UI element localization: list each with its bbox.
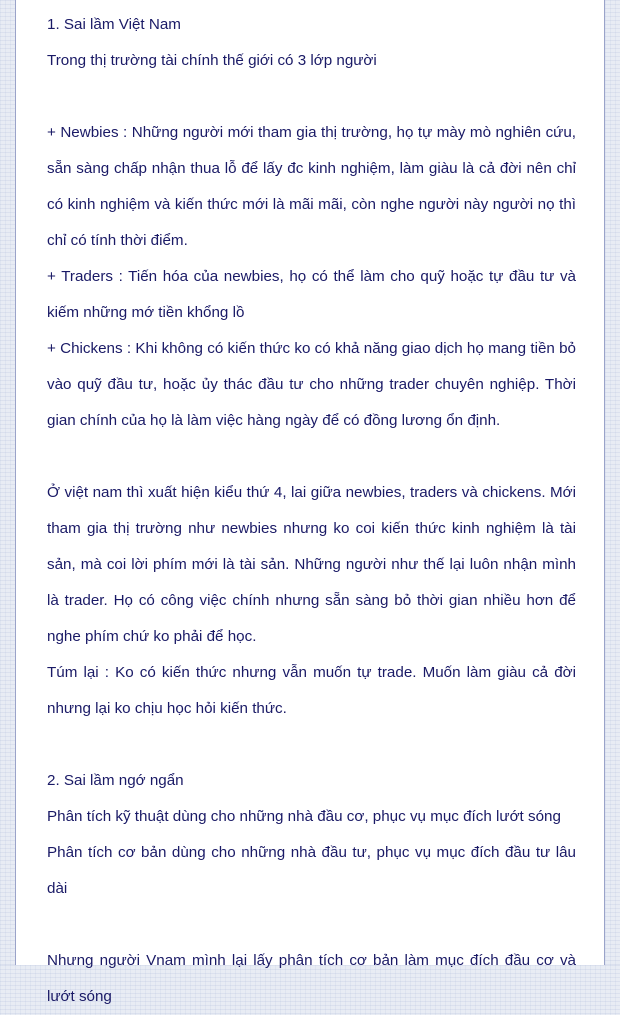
traders-paragraph: + Traders : Tiến hóa của newbies, họ có thể làm cho quỹ hoặc tự đầu tư và kiếm những mớ tiền khổng lồ bbox=[47, 268, 576, 321]
technical-analysis-paragraph: Phân tích kỹ thuật dùng cho những nhà đầu cơ, phục vụ mục đích lướt sóng bbox=[47, 808, 561, 825]
fundamental-analysis-paragraph: Phân tích cơ bản dùng cho những nhà đầu tư, phục vụ mục đích đầu tư lâu dài bbox=[47, 844, 576, 897]
blank-line bbox=[47, 79, 576, 115]
blank-line bbox=[47, 727, 576, 763]
vietnam-usage-paragraph: Nhưng người Vnam mình lại lấy phân tích cơ bản làm mục đích đầu cơ và lướt sóng bbox=[47, 952, 576, 1005]
vietnam-type-paragraph: Ở việt nam thì xuất hiện kiểu thứ 4, lai giữa newbies, traders và chickens. Mới tham gia thị trường như newbies nhưng ko coi kiến thức kinh nghiệm là tài sản, mà coi lời phím mới là tài sản. Những người như thế lại luôn nhận mình là trader. Họ có công việc chính nhưng sẵn sàng bỏ thời gian nhiều hơn để nghe phím chứ ko phải để học. bbox=[47, 484, 576, 645]
section-1-intro: Trong thị trường tài chính thế giới có 3 lớp người bbox=[47, 52, 377, 69]
chickens-paragraph: + Chickens : Khi không có kiến thức ko có khả năng giao dịch họ mang tiền bỏ vào quỹ đầu tư, hoặc ủy thác đầu tư cho những trader chuyên nghiệp. Thời gian chính của họ là làm việc hàng ngày để có đồng lương ổn định. bbox=[47, 340, 576, 429]
newbies-paragraph: + Newbies : Những người mới tham gia thị trường, họ tự mày mò nghiên cứu, sẵn sàng chấp nhận thua lỗ để lấy đc kinh nghiệm, làm giàu là cả đời nên chỉ có kinh nghiệm và kiến thức mới là mãi mãi, còn nghe người này người nọ thì chỉ có tính thời điểm. bbox=[47, 124, 576, 249]
document-body bbox=[47, 7, 576, 1015]
summary-paragraph: Túm lại : Ko có kiến thức nhưng vẫn muốn tự trade. Muốn làm giàu cả đời nhưng lại ko chịu học hỏi kiến thức. bbox=[47, 664, 576, 717]
document-page bbox=[15, 0, 605, 1005]
blank-line bbox=[47, 907, 576, 943]
blank-line bbox=[47, 439, 576, 475]
section-1-heading: 1. Sai lầm Việt Nam bbox=[47, 16, 181, 33]
section-2-heading: 2. Sai lầm ngớ ngẩn bbox=[47, 772, 184, 789]
